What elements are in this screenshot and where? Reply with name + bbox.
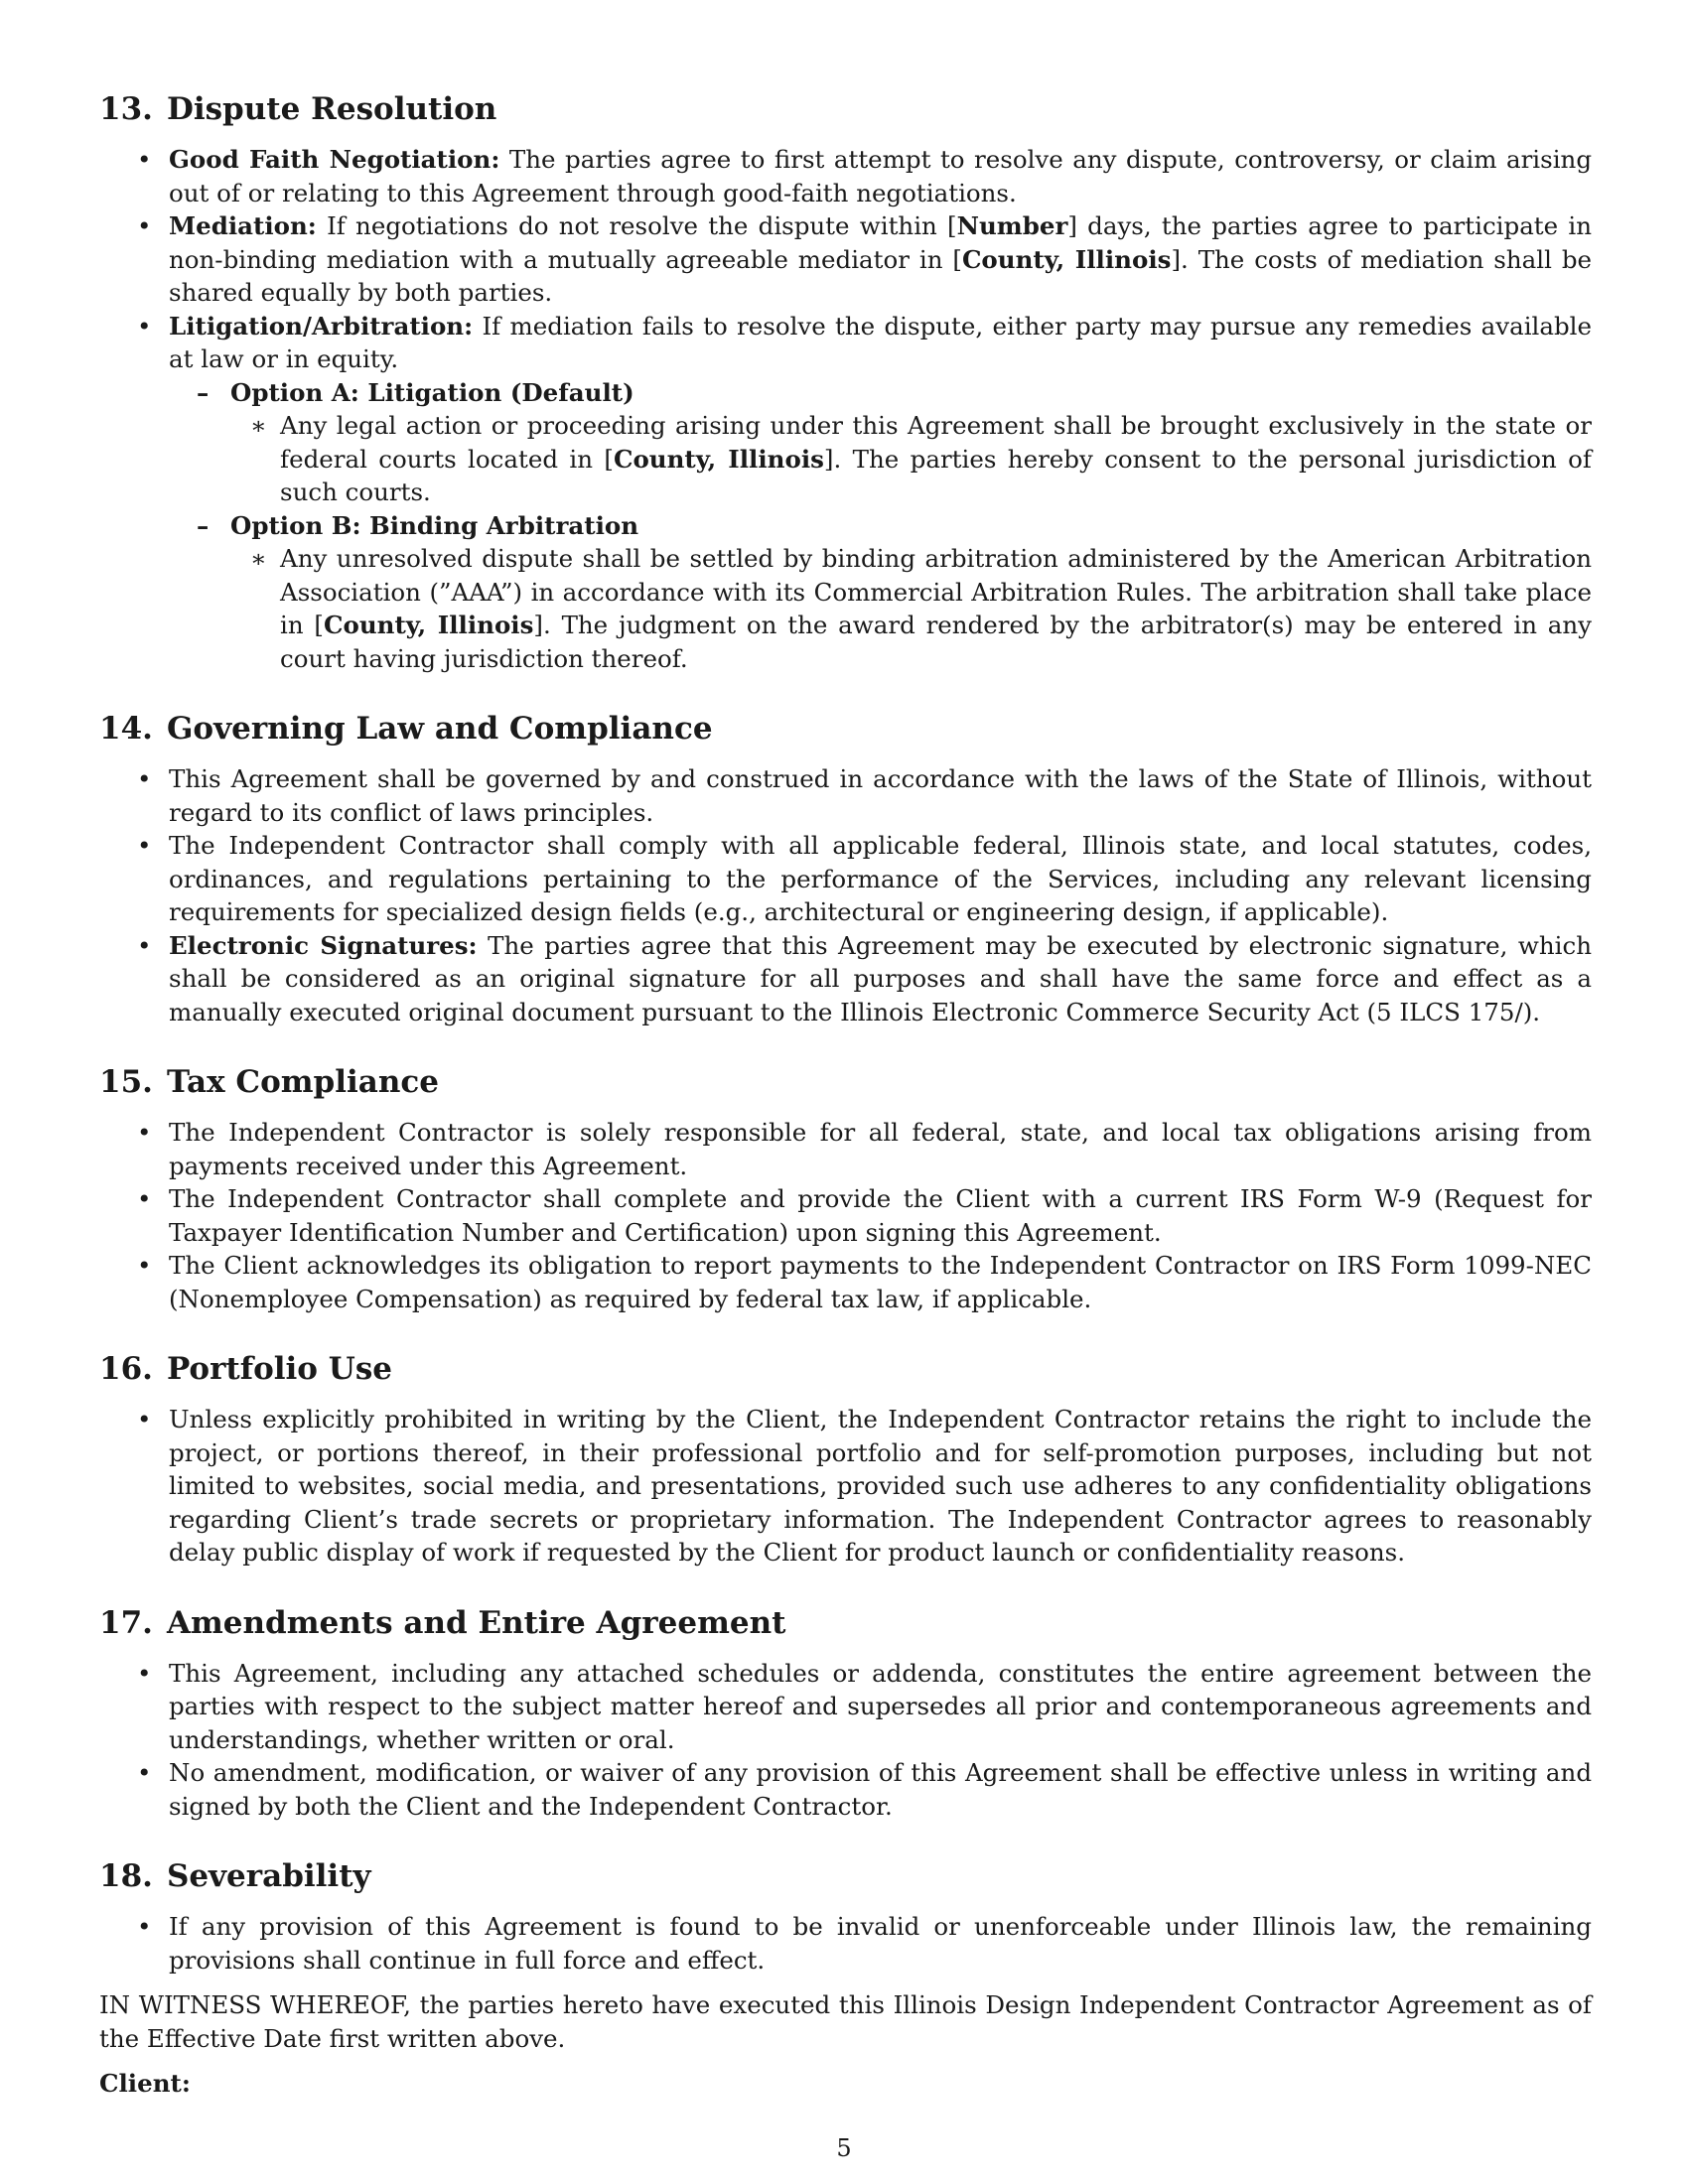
bullet-list bbox=[99, 1657, 1592, 1824]
bullet-icon: • bbox=[137, 1758, 152, 1787]
section-severability bbox=[99, 1856, 1592, 1977]
list-item: • This Agreement, including any attached schedules or addenda, constitutes the entire agreement between the parties with respect to the subject matter hereof and supersedes all prior and contemporaneous agreements and understandings, whether written or oral. bbox=[137, 1658, 1592, 1754]
witness-clause: IN WITNESS WHEREOF, the parties hereto have executed this Illinois Design Independent Contractor Agreement as of the Effective Date first written above. bbox=[99, 1990, 1592, 2053]
section-dispute-resolution bbox=[99, 89, 1592, 675]
option-heading: – Option B: Binding Arbitration bbox=[169, 509, 1592, 543]
bullet-icon: • bbox=[137, 831, 152, 860]
bullet-list bbox=[99, 1910, 1592, 1977]
option-heading: – Option A: Litigation (Default) bbox=[169, 376, 1592, 410]
list-item: • Unless explicitly prohibited in writing by the Client, the Independent Contractor retains the right to include the project, or portions thereof, in their professional portfolio and for self-promotion purposes, including but not limited to websites, social media, and presentations, provided such use adheres to any confidentiality obligations regarding Client’s trade secrets or proprietary information. The Independent Contractor agrees to reasonably delay public display of work if requested by the Client for product launch or confidentiality reasons. bbox=[137, 1405, 1592, 1567]
list-item: • The Client acknowledges its obligation to report payments to the Independent Contractor on IRS Form 1099-NEC (Nonemployee Compensation) as required by federal tax law, if applicable. bbox=[137, 1251, 1592, 1313]
bullet-icon: • bbox=[137, 1658, 152, 1688]
list-item: • The Independent Contractor shall comply with all applicable federal, Illinois state, and local statutes, codes, ordinances, and regulations pertaining to the performance of the Services, including any relevant licensing requirements for specialized design fields (e.g., architectural or engineering design, if applicable). bbox=[137, 831, 1592, 926]
list-item: • Electronic Signatures: The parties agree that this Agreement may be executed by electronic signature, which shall be considered as an original signature for all purposes and shall have the same force and effect as a manually executed original document pursuant to the Illinois Electronic Commerce Security Act (5 ILCS 175/). bbox=[137, 930, 1593, 1026]
bullet-list bbox=[99, 762, 1592, 1028]
asterisk-icon: ∗ bbox=[250, 411, 267, 440]
section-heading: 16. Portfolio Use bbox=[99, 1351, 392, 1387]
option-item: ∗ Any legal action or proceeding arising under this Agreement shall be brought exclusively in the state or federal courts located in [County, Illinois]. The parties hereby consent to the personal jurisdiction of such courts. bbox=[250, 411, 1592, 506]
bullet-list bbox=[99, 1403, 1592, 1570]
section-heading: 15. Tax Compliance bbox=[99, 1064, 440, 1100]
bullet-icon: • bbox=[137, 145, 152, 174]
bullet-list bbox=[99, 1116, 1592, 1315]
bullet-icon: • bbox=[137, 930, 152, 960]
document-page bbox=[99, 89, 1592, 2101]
dash-icon: – bbox=[197, 510, 210, 540]
section-heading: 14. Governing Law and Compliance bbox=[99, 711, 713, 747]
bullet-icon: • bbox=[137, 764, 152, 793]
asterisk-icon: ∗ bbox=[250, 544, 267, 573]
page-number: 5 bbox=[836, 2134, 852, 2162]
bullet-icon: • bbox=[137, 1184, 152, 1213]
bullet-icon: • bbox=[137, 1118, 152, 1147]
section-tax-compliance bbox=[99, 1062, 1592, 1315]
section-portfolio-use bbox=[99, 1349, 1592, 1570]
section-heading: 17. Amendments and Entire Agreement bbox=[99, 1604, 786, 1641]
list-item: • This Agreement shall be governed by and construed in accordance with the laws of the State of Illinois, without regard to its conflict of laws principles. bbox=[137, 764, 1592, 827]
section-heading: 13. Dispute Resolution bbox=[99, 91, 497, 127]
list-item: • If any provision of this Agreement is found to be invalid or unenforceable under Illinois law, the remaining provisions shall continue in full force and effect. bbox=[137, 1912, 1592, 1975]
section-heading: 18. Severability bbox=[99, 1858, 371, 1894]
list-item: • Good Faith Negotiation: The parties agree to first attempt to resolve any dispute, controversy, or claim arising out of or relating to this Agreement through good-faith negotiations. bbox=[137, 145, 1592, 207]
bullet-icon: • bbox=[137, 1405, 152, 1433]
list-item: • The Independent Contractor is solely responsible for all federal, state, and local tax obligations arising from payments received under this Agreement. bbox=[137, 1118, 1592, 1180]
bullet-icon: • bbox=[137, 311, 152, 341]
client-signature-label: Client: bbox=[99, 2069, 191, 2098]
list-item: • Mediation: If negotiations do not resolve the dispute within [Number] days, the parties agree to participate in non-binding mediation with a mutually agreeable mediator in [County, Illinois]. The costs of mediation shall be shared equally by both parties. bbox=[137, 211, 1592, 307]
option-item: ∗ Any unresolved dispute shall be settled by binding arbitration administered by the American Arbitration Association (”AAA”) in accordance with its Commercial Arbitration Rules. The arbitration shall take place in [County, Illinois]. The judgment on the award rendered by the arbitrator(s) may be entered in any court having jurisdiction thereof. bbox=[250, 544, 1593, 673]
list-item: • No amendment, modification, or waiver of any provision of this Agreement shall be effective unless in writing and signed by both the Client and the Independent Contractor. bbox=[137, 1758, 1592, 1821]
list-item: • The Independent Contractor shall complete and provide the Client with a current IRS Form W-9 (Request for Taxpayer Identification Number and Certification) upon signing this Agreement. bbox=[137, 1184, 1592, 1247]
bullet-icon: • bbox=[137, 211, 152, 240]
dash-icon: – bbox=[197, 377, 210, 407]
bullet-icon: • bbox=[137, 1251, 152, 1280]
list-item: • Litigation/Arbitration: If mediation fails to resolve the dispute, either party may pursue any remedies available at law or in equity. – Option A: Litigation (Default) ∗ Any legal action or proceeding arising under this Agreement shall be brought exclusively in the state or federal courts located in [County, Illinois]. The parties hereby consent to the personal jurisdiction of such courts. – Option B: Binding Arbitration ∗ Any unresolved dispute shall be settled by binding arbitration administered by the American Arbitration Association (”AAA”) in accordance with its Commercial Arbitration Rules. The arbitration shall take place in [County, Illinois]. The judgment on the award rendered by the arbitrator(s) may be entered in any court having jurisdiction thereof. bbox=[99, 310, 1592, 676]
bullet-list bbox=[99, 143, 1592, 675]
bullet-icon: • bbox=[137, 1912, 152, 1941]
section-governing-law bbox=[99, 709, 1592, 1028]
section-amendments bbox=[99, 1603, 1592, 1824]
